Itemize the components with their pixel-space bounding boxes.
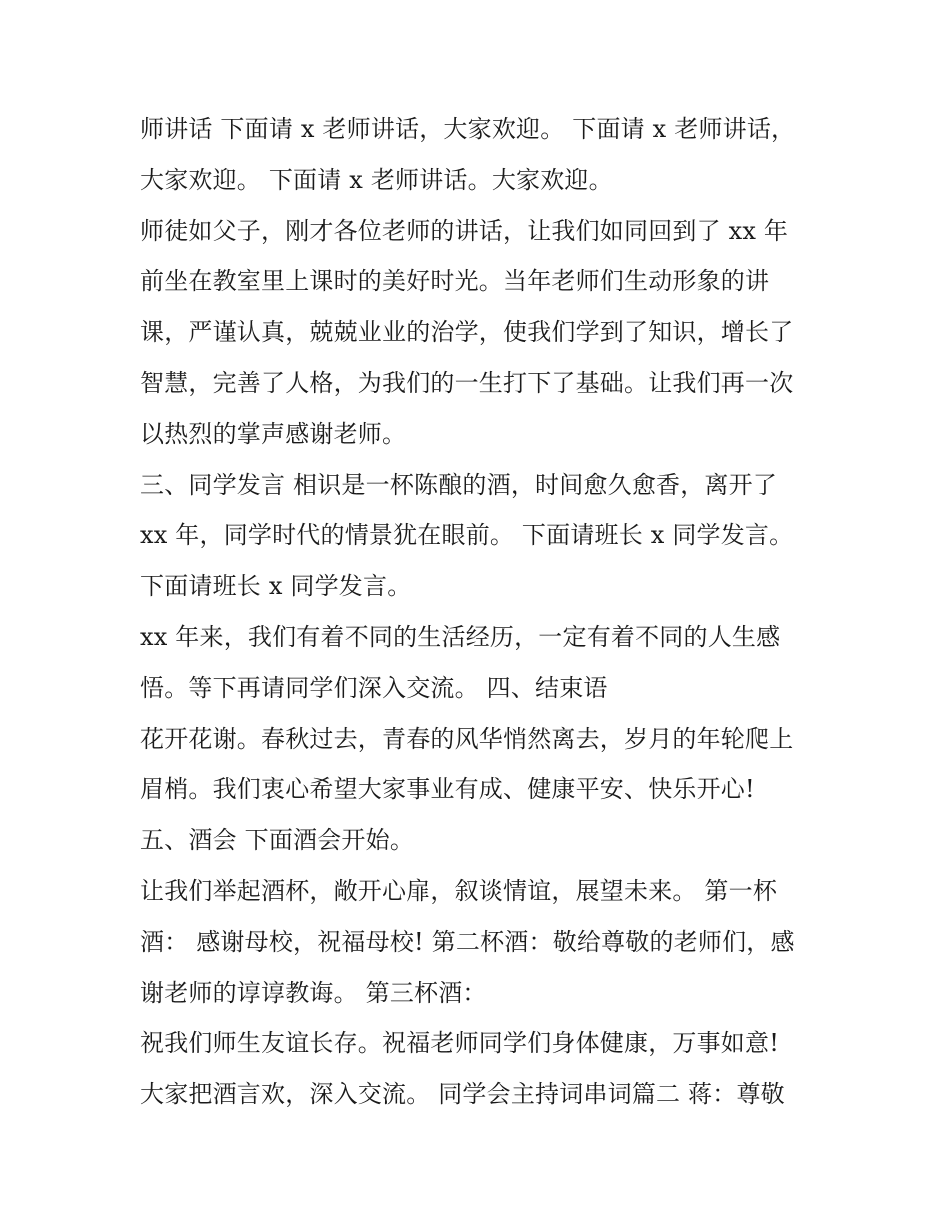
text-line: 五、酒会 下面酒会开始。 [140,826,415,855]
text-line: 大家把酒言欢，深入交流。 同学会主持词串词篇二 蒋：尊敬 [140,1080,785,1109]
text-line: 师讲话 下面请 x 老师讲话，大家欢迎。 下面请 x 老师讲话， [140,115,796,143]
text-line: 课，严谨认真，兢兢业业的治学，使我们学到了知识，增长了 [140,318,794,347]
text-line: 大家欢迎。 下面请 x 老师讲话。大家欢迎。 [140,165,613,194]
text-line: 师徒如父子，刚才各位老师的讲话，让我们如同回到了 xx 年 [140,216,789,245]
text-line: 谢老师的谆谆教诲。 第三杯酒： [140,978,487,1007]
text-line: xx 年，同学时代的情景犹在眼前。 下面请班长 x 同学发言。 [140,521,794,550]
text-line: 让我们举起酒杯，敞开心扉，叙谈情谊，展望未来。 第一杯 [140,876,778,905]
text-line: xx 年来，我们有着不同的生活经历，一定有着不同的人生感 [140,622,781,651]
text-line: 悟。等下再请同学们深入交流。 四、结束语 [140,673,608,702]
text-line: 三、同学发言 相识是一杯陈酿的酒，时间愈久愈香，离开了 [140,470,778,499]
text-line: 祝我们师生友谊长存。祝福老师同学们身体健康，万事如意! [140,1029,780,1058]
text-line: 以热烈的掌声感谢老师。 [140,419,407,448]
text-line: 花开花谢。春秋过去，青春的风华悄然离去，岁月的年轮爬上 [140,724,794,753]
text-line: 眉梢。我们衷心希望大家事业有成、健康平安、快乐开心! [140,775,755,804]
text-line: 智慧，完善了人格，为我们的一生打下了基础。让我们再一次 [140,368,794,397]
text-line: 酒： 感谢母校，祝福母校! 第二杯酒：敬给尊敬的老师们，感 [140,927,795,956]
text-line: 前坐在教室里上课时的美好时光。当年老师们生动形象的讲 [140,267,770,296]
text-line: 下面请班长 x 同学发言。 [140,572,412,601]
document-body [140,104,830,1120]
